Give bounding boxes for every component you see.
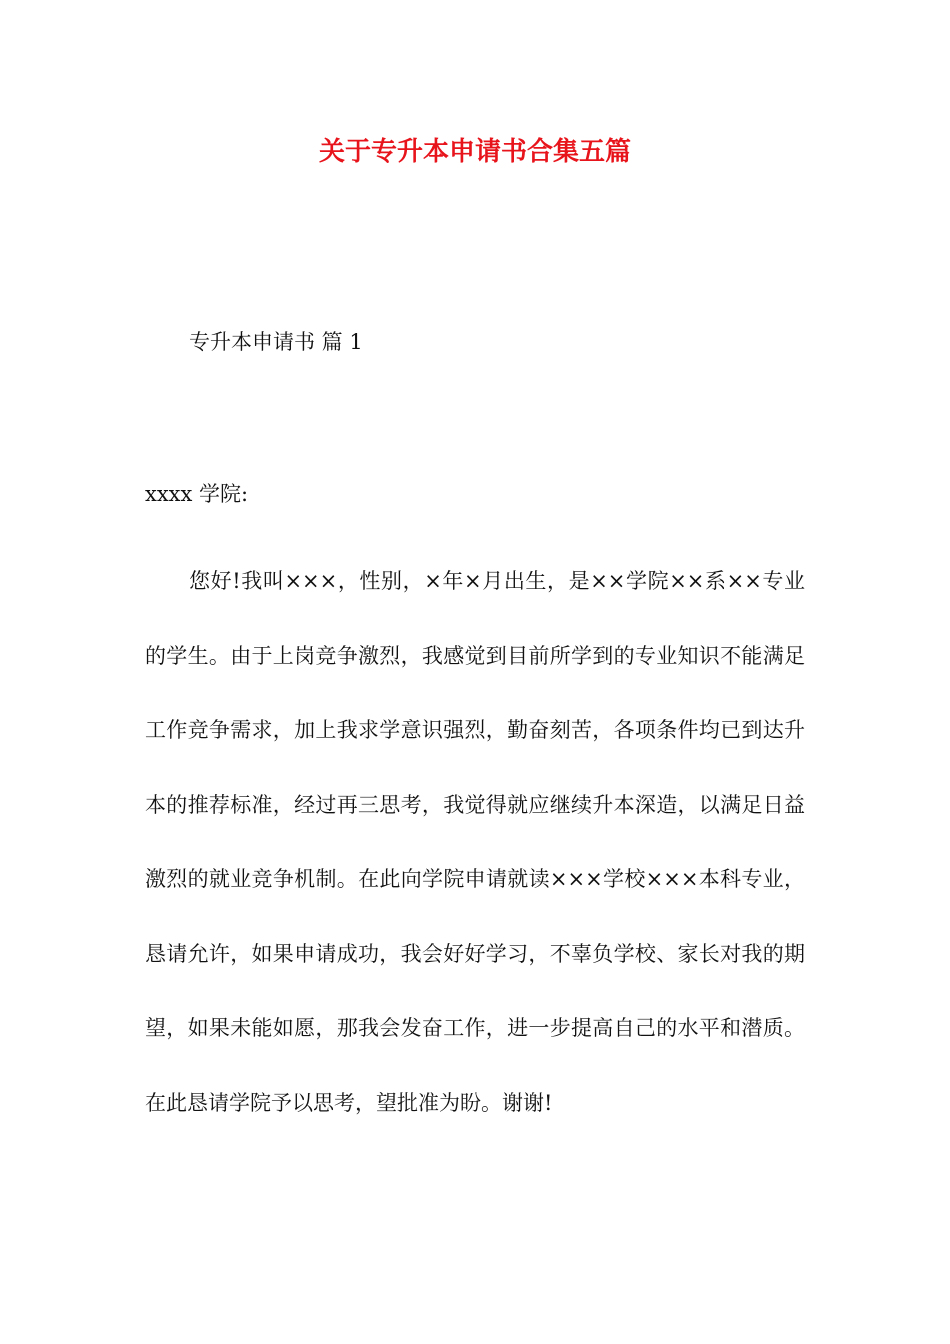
document-title: 关于专升本申请书合集五篇 [318, 137, 631, 167]
salutation: xxxx 学院: [145, 482, 249, 506]
body-paragraph: 您好!我叫×××，性别，×年×月出生，是××学院××系××专业的学生。由于上岗竞争激烈，我感觉到目前所学到的专业知识不能满足工作竞争需求，加上我求学意识强烈，勤奋刻苦，各项条件均已到达升本的推荐标准，经过再三思考，我觉得就应继续升本深造，以满足日益激烈的就业竞争机制。在此向学院申请就读×××学校×××本科专业，恳请允许，如果申请成功，我会好好学习，不辜负学校、家长对我的期望，如果未能如愿，那我会发奋工作，进一步提高自己的水平和潜质。在此恳请学院予以思考，望批准为盼。谢谢! [145, 569, 805, 1115]
section-heading: 专升本申请书 篇 1 [189, 330, 363, 354]
